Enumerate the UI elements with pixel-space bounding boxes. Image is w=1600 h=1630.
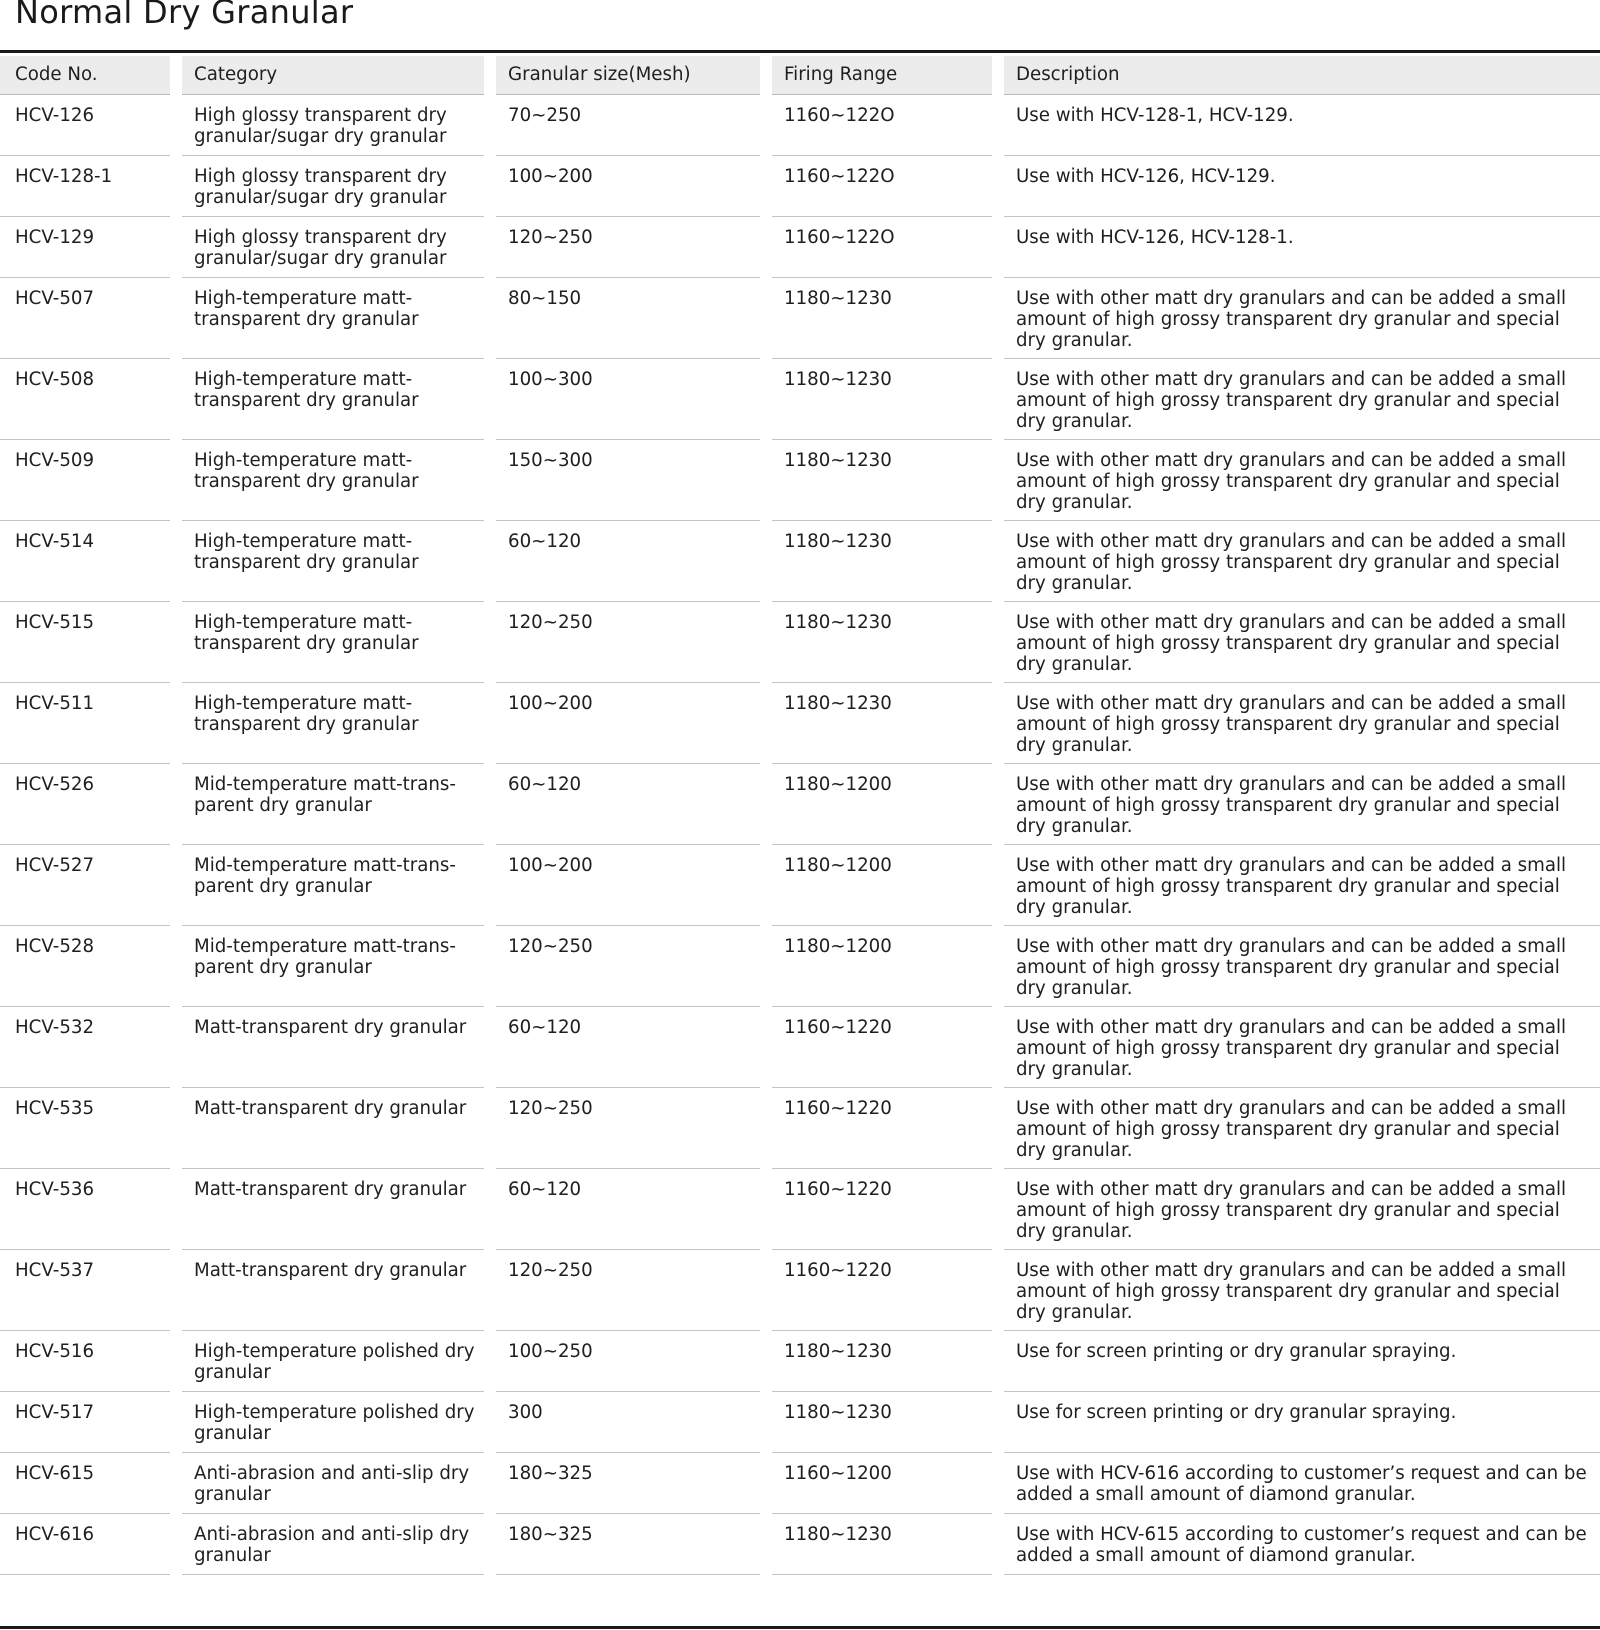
cell-description bbox=[1004, 1088, 1600, 1169]
cell-size-text: 60~120 bbox=[496, 764, 760, 845]
cell-category-text: Mid-temperature matt-trans-parent dry granular bbox=[182, 845, 484, 926]
table-header bbox=[0, 56, 1600, 95]
cell-code bbox=[0, 845, 182, 926]
cell-code-text: HCV-532 bbox=[0, 1007, 170, 1088]
cell-code bbox=[0, 1453, 182, 1514]
cell-size-text: 100~200 bbox=[496, 683, 760, 764]
cell-category-text: High-temperature polished dry granular bbox=[182, 1392, 484, 1453]
cell-code bbox=[0, 683, 182, 764]
cell-size-text: 100~200 bbox=[496, 845, 760, 926]
cell-size-text: 120~250 bbox=[496, 217, 760, 278]
header-row bbox=[0, 56, 1600, 95]
cell-size-text: 180~325 bbox=[496, 1514, 760, 1575]
cell-code-text: HCV-508 bbox=[0, 359, 170, 440]
cell-category bbox=[182, 602, 496, 683]
cell-code-text: HCV-616 bbox=[0, 1514, 170, 1575]
cell-code bbox=[0, 1514, 182, 1575]
cell-firing bbox=[772, 1250, 1004, 1331]
cell-category bbox=[182, 521, 496, 602]
cell-code-text: HCV-516 bbox=[0, 1331, 170, 1392]
cell-category bbox=[182, 1007, 496, 1088]
cell-firing bbox=[772, 764, 1004, 845]
cell-category-text: High-temperature polished dry granular bbox=[182, 1331, 484, 1392]
cell-size-text: 300 bbox=[496, 1392, 760, 1453]
cell-category bbox=[182, 95, 496, 156]
cell-size bbox=[496, 1088, 772, 1169]
cell-category bbox=[182, 1514, 496, 1575]
cell-description bbox=[1004, 217, 1600, 278]
table-row bbox=[0, 683, 1600, 764]
cell-size-text: 70~250 bbox=[496, 95, 760, 156]
cell-category bbox=[182, 278, 496, 359]
cell-category-text: Matt-transparent dry granular bbox=[182, 1250, 484, 1331]
header-category-label: Category bbox=[182, 56, 484, 95]
cell-category bbox=[182, 683, 496, 764]
cell-size bbox=[496, 1514, 772, 1575]
cell-description-text: Use with other matt dry granulars and can be added a small amount of high grossy transparent dry granular and special dry granular. bbox=[1004, 359, 1600, 440]
cell-description-text: Use with HCV-616 according to customer’s request and can be added a small amount of diamond granular. bbox=[1004, 1453, 1600, 1514]
cell-description-text: Use with HCV-126, HCV-129. bbox=[1004, 156, 1600, 217]
cell-size-text: 80~150 bbox=[496, 278, 760, 359]
header-code-label: Code No. bbox=[0, 56, 170, 95]
cell-firing-text: 1160~1200 bbox=[772, 1453, 992, 1514]
cell-description-text: Use with other matt dry granulars and can be added a small amount of high grossy transparent dry granular and special dry granular. bbox=[1004, 926, 1600, 1007]
cell-code-text: HCV-515 bbox=[0, 602, 170, 683]
cell-description bbox=[1004, 1514, 1600, 1575]
cell-size-text: 100~200 bbox=[496, 156, 760, 217]
cell-size bbox=[496, 1331, 772, 1392]
cell-size bbox=[496, 1169, 772, 1250]
cell-category-text: High-temperature matt-transparent dry granular bbox=[182, 683, 484, 764]
cell-firing bbox=[772, 440, 1004, 521]
cell-code bbox=[0, 926, 182, 1007]
table-row bbox=[0, 926, 1600, 1007]
table-row bbox=[0, 1088, 1600, 1169]
cell-description bbox=[1004, 602, 1600, 683]
cell-description bbox=[1004, 683, 1600, 764]
header-size bbox=[496, 56, 772, 95]
header-category bbox=[182, 56, 496, 95]
cell-firing-text: 1180~1200 bbox=[772, 926, 992, 1007]
cell-firing bbox=[772, 359, 1004, 440]
cell-code-text: HCV-528 bbox=[0, 926, 170, 1007]
header-code bbox=[0, 56, 182, 95]
cell-firing-text: 1180~1230 bbox=[772, 521, 992, 602]
cell-code-text: HCV-526 bbox=[0, 764, 170, 845]
bottom-rule bbox=[0, 1626, 1600, 1629]
cell-size-text: 100~250 bbox=[496, 1331, 760, 1392]
cell-code-text: HCV-514 bbox=[0, 521, 170, 602]
table-row bbox=[0, 1250, 1600, 1331]
cell-description bbox=[1004, 440, 1600, 521]
cell-description bbox=[1004, 1453, 1600, 1514]
cell-code-text: HCV-129 bbox=[0, 217, 170, 278]
cell-firing bbox=[772, 521, 1004, 602]
cell-category bbox=[182, 217, 496, 278]
cell-category bbox=[182, 1169, 496, 1250]
cell-size bbox=[496, 602, 772, 683]
cell-description-text: Use with other matt dry granulars and can be added a small amount of high grossy transparent dry granular and special dry granular. bbox=[1004, 521, 1600, 602]
cell-category-text: High glossy transparent dry granular/sugar dry granular bbox=[182, 95, 484, 156]
cell-firing bbox=[772, 1007, 1004, 1088]
cell-category-text: Anti-abrasion and anti-slip dry granular bbox=[182, 1453, 484, 1514]
cell-description bbox=[1004, 1331, 1600, 1392]
cell-category-text: High-temperature matt-transparent dry granular bbox=[182, 278, 484, 359]
cell-category bbox=[182, 359, 496, 440]
cell-description-text: Use with other matt dry granulars and can be added a small amount of high grossy transparent dry granular and special dry granular. bbox=[1004, 278, 1600, 359]
cell-category bbox=[182, 1392, 496, 1453]
table-row bbox=[0, 845, 1600, 926]
cell-category bbox=[182, 440, 496, 521]
cell-description-text: Use with HCV-126, HCV-128-1. bbox=[1004, 217, 1600, 278]
cell-code bbox=[0, 1392, 182, 1453]
cell-code bbox=[0, 764, 182, 845]
table-row bbox=[0, 764, 1600, 845]
cell-category bbox=[182, 1453, 496, 1514]
table-row bbox=[0, 440, 1600, 521]
cell-size-text: 120~250 bbox=[496, 1088, 760, 1169]
cell-size-text: 60~120 bbox=[496, 521, 760, 602]
cell-description bbox=[1004, 278, 1600, 359]
cell-firing-text: 1180~1230 bbox=[772, 440, 992, 521]
cell-code-text: HCV-511 bbox=[0, 683, 170, 764]
cell-category bbox=[182, 1088, 496, 1169]
cell-code-text: HCV-507 bbox=[0, 278, 170, 359]
table-body bbox=[0, 95, 1600, 1575]
header-firing bbox=[772, 56, 1004, 95]
cell-size-text: 120~250 bbox=[496, 602, 760, 683]
table-row bbox=[0, 95, 1600, 156]
cell-category-text: High glossy transparent dry granular/sugar dry granular bbox=[182, 156, 484, 217]
cell-description-text: Use for screen printing or dry granular spraying. bbox=[1004, 1392, 1600, 1453]
cell-category-text: High-temperature matt-transparent dry granular bbox=[182, 359, 484, 440]
cell-description-text: Use with HCV-128-1, HCV-129. bbox=[1004, 95, 1600, 156]
cell-firing bbox=[772, 95, 1004, 156]
cell-size bbox=[496, 1250, 772, 1331]
cell-size bbox=[496, 440, 772, 521]
cell-description-text: Use with other matt dry granulars and can be added a small amount of high grossy transparent dry granular and special dry granular. bbox=[1004, 1088, 1600, 1169]
cell-code-text: HCV-535 bbox=[0, 1088, 170, 1169]
cell-code bbox=[0, 521, 182, 602]
cell-firing bbox=[772, 1088, 1004, 1169]
cell-category-text: Mid-temperature matt-trans-parent dry granular bbox=[182, 764, 484, 845]
cell-firing-text: 1160~1220 bbox=[772, 1007, 992, 1088]
header-size-label: Granular size(Mesh) bbox=[496, 56, 760, 95]
cell-size bbox=[496, 683, 772, 764]
cell-code-text: HCV-527 bbox=[0, 845, 170, 926]
cell-category bbox=[182, 845, 496, 926]
cell-code bbox=[0, 1250, 182, 1331]
cell-size bbox=[496, 156, 772, 217]
cell-category-text: Anti-abrasion and anti-slip dry granular bbox=[182, 1514, 484, 1575]
cell-code-text: HCV-126 bbox=[0, 95, 170, 156]
cell-code bbox=[0, 359, 182, 440]
cell-code bbox=[0, 440, 182, 521]
cell-description bbox=[1004, 95, 1600, 156]
cell-description bbox=[1004, 521, 1600, 602]
cell-firing-text: 1160~1220 bbox=[772, 1169, 992, 1250]
cell-size bbox=[496, 278, 772, 359]
cell-firing-text: 1180~1200 bbox=[772, 845, 992, 926]
header-firing-label: Firing Range bbox=[772, 56, 992, 95]
table-row bbox=[0, 1331, 1600, 1392]
cell-category-text: Mid-temperature matt-trans-parent dry granular bbox=[182, 926, 484, 1007]
cell-firing bbox=[772, 602, 1004, 683]
table-row bbox=[0, 359, 1600, 440]
cell-firing bbox=[772, 1331, 1004, 1392]
table-row bbox=[0, 1392, 1600, 1453]
cell-size-text: 150~300 bbox=[496, 440, 760, 521]
cell-code-text: HCV-615 bbox=[0, 1453, 170, 1514]
cell-category-text: High-temperature matt-transparent dry granular bbox=[182, 602, 484, 683]
cell-size bbox=[496, 521, 772, 602]
cell-size bbox=[496, 1453, 772, 1514]
cell-size bbox=[496, 95, 772, 156]
cell-firing-text: 1180~1230 bbox=[772, 278, 992, 359]
cell-firing-text: 1160~122O bbox=[772, 95, 992, 156]
cell-size-text: 120~250 bbox=[496, 1250, 760, 1331]
cell-category bbox=[182, 926, 496, 1007]
cell-description bbox=[1004, 1169, 1600, 1250]
cell-category-text: Matt-transparent dry granular bbox=[182, 1088, 484, 1169]
cell-firing bbox=[772, 217, 1004, 278]
cell-code-text: HCV-509 bbox=[0, 440, 170, 521]
table-row bbox=[0, 602, 1600, 683]
cell-firing-text: 1160~1220 bbox=[772, 1250, 992, 1331]
cell-firing bbox=[772, 683, 1004, 764]
cell-description bbox=[1004, 1007, 1600, 1088]
table-row bbox=[0, 1007, 1600, 1088]
cell-firing bbox=[772, 1514, 1004, 1575]
cell-size bbox=[496, 845, 772, 926]
cell-firing-text: 1180~1230 bbox=[772, 1392, 992, 1453]
cell-category-text: High-temperature matt-transparent dry granular bbox=[182, 440, 484, 521]
cell-firing-text: 1160~122O bbox=[772, 217, 992, 278]
cell-description-text: Use with other matt dry granulars and can be added a small amount of high grossy transparent dry granular and special dry granular. bbox=[1004, 602, 1600, 683]
cell-description-text: Use with other matt dry granulars and can be added a small amount of high grossy transparent dry granular and special dry granular. bbox=[1004, 683, 1600, 764]
cell-description-text: Use with other matt dry granulars and can be added a small amount of high grossy transparent dry granular and special dry granular. bbox=[1004, 1250, 1600, 1331]
spec-table bbox=[0, 56, 1600, 1575]
cell-firing bbox=[772, 1453, 1004, 1514]
cell-code-text: HCV-517 bbox=[0, 1392, 170, 1453]
cell-size-text: 60~120 bbox=[496, 1169, 760, 1250]
cell-firing bbox=[772, 845, 1004, 926]
table-row bbox=[0, 217, 1600, 278]
cell-size bbox=[496, 764, 772, 845]
cell-code bbox=[0, 95, 182, 156]
table-row bbox=[0, 1514, 1600, 1575]
cell-description bbox=[1004, 845, 1600, 926]
cell-category bbox=[182, 1331, 496, 1392]
cell-code bbox=[0, 1088, 182, 1169]
cell-description bbox=[1004, 1250, 1600, 1331]
table-row bbox=[0, 521, 1600, 602]
cell-size bbox=[496, 359, 772, 440]
header-description bbox=[1004, 56, 1600, 95]
cell-description bbox=[1004, 926, 1600, 1007]
cell-size bbox=[496, 1392, 772, 1453]
cell-firing-text: 1160~1220 bbox=[772, 1088, 992, 1169]
cell-description bbox=[1004, 359, 1600, 440]
cell-firing-text: 1180~1230 bbox=[772, 359, 992, 440]
cell-firing-text: 1180~1230 bbox=[772, 1514, 992, 1575]
cell-code-text: HCV-537 bbox=[0, 1250, 170, 1331]
cell-firing-text: 1160~122O bbox=[772, 156, 992, 217]
cell-description-text: Use with other matt dry granulars and can be added a small amount of high grossy transparent dry granular and special dry granular. bbox=[1004, 845, 1600, 926]
cell-description bbox=[1004, 1392, 1600, 1453]
cell-firing bbox=[772, 278, 1004, 359]
table-row bbox=[0, 278, 1600, 359]
cell-category-text: High glossy transparent dry granular/sugar dry granular bbox=[182, 217, 484, 278]
cell-description-text: Use with other matt dry granulars and can be added a small amount of high grossy transparent dry granular and special dry granular. bbox=[1004, 1169, 1600, 1250]
cell-firing-text: 1180~1230 bbox=[772, 1331, 992, 1392]
cell-description bbox=[1004, 156, 1600, 217]
cell-description-text: Use for screen printing or dry granular spraying. bbox=[1004, 1331, 1600, 1392]
cell-code bbox=[0, 217, 182, 278]
cell-category bbox=[182, 1250, 496, 1331]
cell-category bbox=[182, 764, 496, 845]
cell-description-text: Use with other matt dry granulars and can be added a small amount of high grossy transparent dry granular and special dry granular. bbox=[1004, 764, 1600, 845]
header-description-label: Description bbox=[1004, 56, 1600, 95]
cell-code bbox=[0, 156, 182, 217]
table-row bbox=[0, 156, 1600, 217]
cell-size-text: 100~300 bbox=[496, 359, 760, 440]
cell-firing-text: 1180~1230 bbox=[772, 602, 992, 683]
page-title: Normal Dry Granular bbox=[15, 0, 354, 31]
table-row bbox=[0, 1453, 1600, 1514]
cell-code bbox=[0, 1169, 182, 1250]
table-row bbox=[0, 1169, 1600, 1250]
cell-firing bbox=[772, 1392, 1004, 1453]
cell-firing-text: 1180~1200 bbox=[772, 764, 992, 845]
cell-category-text: Matt-transparent dry granular bbox=[182, 1007, 484, 1088]
cell-code bbox=[0, 278, 182, 359]
cell-category bbox=[182, 156, 496, 217]
cell-size-text: 120~250 bbox=[496, 926, 760, 1007]
cell-description-text: Use with other matt dry granulars and can be added a small amount of high grossy transparent dry granular and special dry granular. bbox=[1004, 1007, 1600, 1088]
cell-size-text: 60~120 bbox=[496, 1007, 760, 1088]
cell-description-text: Use with HCV-615 according to customer’s request and can be added a small amount of diamond granular. bbox=[1004, 1514, 1600, 1575]
cell-description bbox=[1004, 764, 1600, 845]
cell-size bbox=[496, 1007, 772, 1088]
cell-code bbox=[0, 602, 182, 683]
cell-code bbox=[0, 1007, 182, 1088]
cell-category-text: High-temperature matt-transparent dry granular bbox=[182, 521, 484, 602]
cell-size bbox=[496, 926, 772, 1007]
cell-code-text: HCV-128-1 bbox=[0, 156, 170, 217]
cell-category-text: Matt-transparent dry granular bbox=[182, 1169, 484, 1250]
cell-size-text: 180~325 bbox=[496, 1453, 760, 1514]
cell-firing-text: 1180~1230 bbox=[772, 683, 992, 764]
cell-firing bbox=[772, 926, 1004, 1007]
cell-firing bbox=[772, 1169, 1004, 1250]
cell-firing bbox=[772, 156, 1004, 217]
cell-code bbox=[0, 1331, 182, 1392]
title-rule bbox=[0, 50, 1600, 53]
cell-code-text: HCV-536 bbox=[0, 1169, 170, 1250]
cell-size bbox=[496, 217, 772, 278]
cell-description-text: Use with other matt dry granulars and can be added a small amount of high grossy transparent dry granular and special dry granular. bbox=[1004, 440, 1600, 521]
